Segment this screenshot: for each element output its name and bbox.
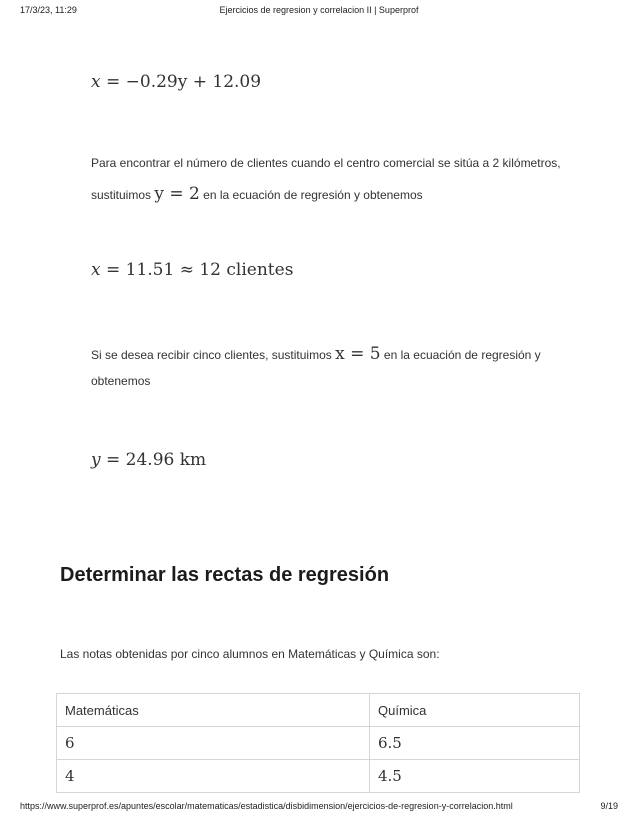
print-page-number: 9/19 <box>600 801 618 811</box>
section-intro: Las notas obtenidas por cinco alumnos en Matemáticas y Química son: <box>60 647 440 661</box>
equation-rhs: = 24.96 km <box>106 450 207 470</box>
paragraph-line <box>91 344 541 364</box>
equation-lhs: y <box>91 450 101 470</box>
table-cell: 4.5 <box>370 760 580 793</box>
equation-rhs: = −0.29y + 12.09 <box>106 72 262 92</box>
paragraph-line: Para encontrar el número de clientes cuando el centro comercial se sitúa a 2 kilómetros, <box>91 156 561 170</box>
inline-math: x = 5 <box>335 344 381 364</box>
equation-km-result <box>91 450 206 470</box>
print-url: https://www.superprof.es/apuntes/escolar/matematicas/estadistica/disbidimension/ejercicios-de-regresion-y-correlacion.html <box>20 801 513 811</box>
table-row <box>57 760 580 793</box>
print-datetime: 17/3/23, 11:29 <box>20 5 77 15</box>
equation-lhs: x <box>91 72 101 92</box>
paragraph-text: Si se desea recibir cinco clientes, sustituimos <box>91 348 336 362</box>
equation-rhs: = 11.51 ≈ 12 clientes <box>106 260 294 280</box>
paragraph-text: en la ecuación de regresión y obtenemos <box>199 188 423 202</box>
table-row <box>57 727 580 760</box>
grades-table <box>56 693 580 793</box>
table-cell: 6.5 <box>370 727 580 760</box>
equation-clientes-result <box>91 260 293 280</box>
table-cell: 6 <box>57 727 370 760</box>
inline-math: y = 2 <box>154 184 200 204</box>
paragraph-text: en la ecuación de regresión y <box>380 348 541 362</box>
table-cell: 4 <box>57 760 370 793</box>
column-header: Matemáticas <box>57 694 370 727</box>
section-title: Determinar las rectas de regresión <box>60 564 390 586</box>
equation-lhs: x <box>91 260 101 280</box>
table-header-row <box>57 694 580 727</box>
paragraph-text: sustituimos <box>91 188 155 202</box>
equation-regression-x-on-y <box>91 72 261 92</box>
paragraph-line: obtenemos <box>91 374 151 388</box>
print-page-title: Ejercicios de regresion y correlacion II | Superprof <box>219 5 419 15</box>
column-header: Química <box>370 694 580 727</box>
paragraph-line <box>91 184 423 204</box>
